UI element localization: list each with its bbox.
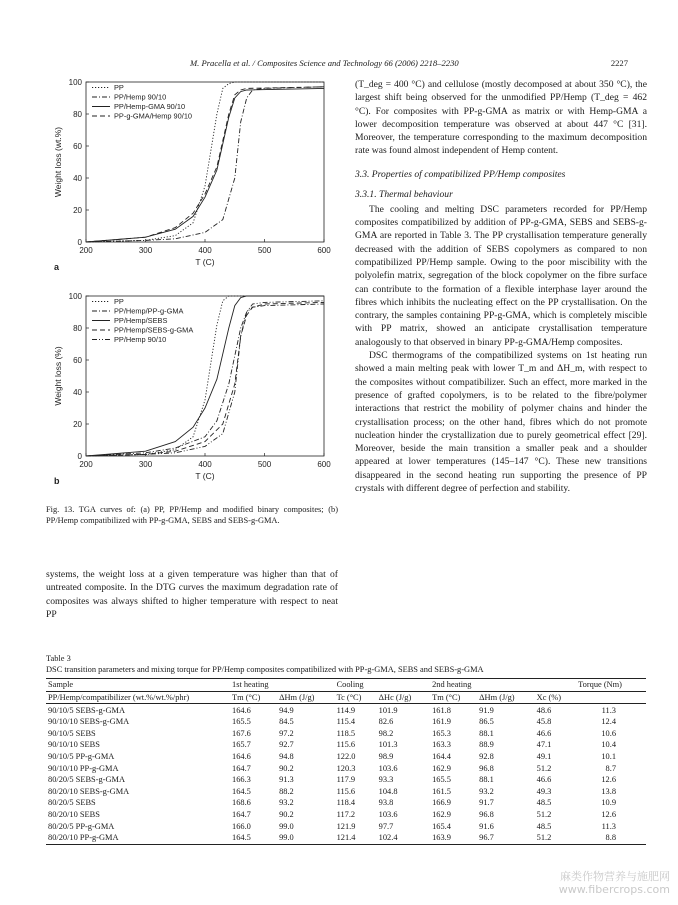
table-cell-value: 115.6 xyxy=(336,740,356,750)
legend-label: PP/Hemp/SEBS xyxy=(114,316,168,325)
table-cell-value: 93.2 xyxy=(479,786,494,796)
table-cell-value: 101.3 xyxy=(378,740,398,750)
table-cell-value: 12.6 xyxy=(601,810,616,820)
page-number: 2227 xyxy=(610,58,628,68)
table-cell-value: 46.6 xyxy=(536,728,552,738)
table-cell-value: 118.5 xyxy=(336,728,356,738)
table-header-2nd-heating: 2nd heating xyxy=(430,679,576,692)
table-subheader: PP/Hemp/compatibilizer (wt.%/wt.%/phr) xyxy=(46,691,230,704)
table-cell-value: 51.2 xyxy=(536,810,552,820)
x-tick-label: 600 xyxy=(317,246,331,255)
right-paragraph-1: (T_deg = 400 °C) and cellulose (mostly decomposed at about 350 °C), the largest shift being observed for the unmodified PP/Hemp (T_deg = 462 °C). For composites with PP-g-GMA as matrix or with Hemp-GMA a lower decomposition temperature was observed at about 447 °C [31]. Moreover, the temperature corresponding to the maximum decomposition rate was found almost independent of Hemp content. xyxy=(355,79,647,157)
x-tick-label: 200 xyxy=(79,460,93,469)
table-row xyxy=(46,704,646,716)
table-cell-value: 10.4 xyxy=(601,740,616,750)
dsc-table xyxy=(46,678,646,844)
table-cell-value: 98.2 xyxy=(378,728,394,738)
watermark-line-2: www.fibercrops.com xyxy=(558,883,670,896)
table-cell-sample: 80/20/10 SEBS-g-GMA xyxy=(48,786,130,796)
table-cell-value: 122.0 xyxy=(336,752,356,762)
left-paragraph: systems, the weight loss at a given temperature was higher than that of untreated composite. In the DTG curves the maximum degradation rate of composites was always shifted to higher temperature with respect to neat PP xyxy=(46,569,338,620)
y-tick-label: 40 xyxy=(73,174,82,183)
legend-label: PP xyxy=(114,297,124,306)
table-cell-value: 164.5 xyxy=(232,786,251,796)
table-cell-value: 98.9 xyxy=(378,752,394,762)
table-subheader: ΔHc (J/g) xyxy=(377,691,430,704)
table-subheader: Xc (%) xyxy=(535,691,576,704)
table-cell-value: 90.2 xyxy=(279,810,294,820)
table-cell-value: 90.2 xyxy=(279,763,294,773)
table-cell-value: 47.1 xyxy=(536,740,552,750)
table-cell-value: 115.6 xyxy=(336,786,356,796)
tga-figure xyxy=(46,74,346,514)
subsection-heading: 3.3.1. Thermal behaviour xyxy=(355,188,453,200)
y-tick-label: 40 xyxy=(73,388,82,397)
table-cell-value: 97.7 xyxy=(378,821,394,831)
y-tick-label: 80 xyxy=(73,324,82,333)
chart-panel-a xyxy=(53,78,331,272)
panel-label: a xyxy=(54,262,60,272)
table-row xyxy=(46,774,646,786)
table-cell-value: 48.6 xyxy=(536,705,552,715)
table-cell-value: 10.1 xyxy=(601,752,616,762)
table-subheader: Tc (°C) xyxy=(335,691,377,704)
table-cell-sample: 80/20/5 PP-g-GMA xyxy=(48,821,115,831)
table-3 xyxy=(46,654,646,845)
table-cell-sample: 80/20/10 SEBS xyxy=(48,810,100,820)
table-row xyxy=(46,809,646,821)
table-cell-value: 96.8 xyxy=(479,763,494,773)
table-cell-sample: 80/20/5 SEBS-g-GMA xyxy=(48,775,126,785)
table-cell-value: 165.3 xyxy=(432,728,451,738)
table-cell-sample: 90/10/5 SEBS-g-GMA xyxy=(48,705,126,715)
y-tick-label: 100 xyxy=(68,78,82,87)
table-cell-value: 168.6 xyxy=(232,798,251,808)
table-row xyxy=(46,832,646,844)
table-cell-value: 164.7 xyxy=(232,810,251,820)
table-subheader: Tm (°C) xyxy=(230,691,277,704)
table-cell-sample: 90/10/5 SEBS xyxy=(48,728,96,738)
table-cell-value: 96.8 xyxy=(479,810,494,820)
y-tick-label: 80 xyxy=(73,110,82,119)
table-row xyxy=(46,739,646,751)
table-cell-value: 167.6 xyxy=(232,728,251,738)
table-cell-value: 103.6 xyxy=(378,810,398,820)
legend-label: PP/Hemp-GMA 90/10 xyxy=(114,102,186,111)
table-body xyxy=(46,704,646,844)
table-cell-value: 114.9 xyxy=(336,705,356,715)
table-cell-value: 166.3 xyxy=(232,775,251,785)
x-tick-label: 500 xyxy=(257,460,272,469)
table-cell-value: 104.8 xyxy=(378,786,398,796)
chart-panel-b xyxy=(53,292,331,486)
table-cell-value: 12.4 xyxy=(601,717,616,727)
table-cell-value: 88.1 xyxy=(479,728,494,738)
table-cell-value: 165.4 xyxy=(432,821,451,831)
table-cell-value: 115.4 xyxy=(336,717,356,727)
table-cell-value: 51.2 xyxy=(536,763,552,773)
table-cell-value: 161.5 xyxy=(432,786,451,796)
y-axis-label: Weight loss (%) xyxy=(53,346,63,406)
y-tick-label: 60 xyxy=(73,356,82,365)
legend-label: PP/Hemp 90/10 xyxy=(114,92,167,102)
x-tick-label: 500 xyxy=(257,246,272,255)
table-cell-value: 118.4 xyxy=(336,798,356,808)
table-cell-value: 91.9 xyxy=(479,705,494,715)
table-cell-value: 102.4 xyxy=(377,832,430,844)
table-sub-header-row xyxy=(46,691,646,704)
y-tick-label: 100 xyxy=(68,292,82,301)
table-cell-value: 93.2 xyxy=(279,798,294,808)
table-cell-value: 11.3 xyxy=(601,705,616,715)
table-cell-value: 103.6 xyxy=(378,763,398,773)
table-cell-value: 117.9 xyxy=(336,775,356,785)
section-heading: 3.3. Properties of compatibilized PP/Hemp composites xyxy=(355,168,566,180)
y-axis-label: Weight loss (wt.%) xyxy=(53,126,63,198)
table-cell-value: 91.7 xyxy=(479,798,494,808)
table-cell-value: 46.6 xyxy=(536,775,552,785)
table-row xyxy=(46,762,646,774)
table-cell-sample: 80/20/5 SEBS xyxy=(48,798,96,808)
table-group-header-row xyxy=(46,679,646,692)
legend-label: PP/Hemp/SEBS-g-GMA xyxy=(114,325,194,335)
table-cell-value: 165.5 xyxy=(232,717,251,727)
figure-caption-text: Fig. 13. TGA curves of: (a) PP, PP/Hemp and modified binary composites; (b) PP/Hemp compatibilized with PP-g-GMA, SEBS and SEBS-g-GMA. xyxy=(46,505,338,526)
table-row xyxy=(46,751,646,763)
table-cell-value: 164.5 xyxy=(230,832,277,844)
table-cell-sample: 90/10/10 SEBS-g-GMA xyxy=(48,717,130,727)
table-subheader: ΔHm (J/g) xyxy=(277,691,335,704)
table-row xyxy=(46,820,646,832)
table-cell-value: 84.5 xyxy=(279,717,294,727)
x-tick-label: 300 xyxy=(138,246,153,255)
table-cell-value: 51.2 xyxy=(535,832,576,844)
table-cell-value: 8.7 xyxy=(605,763,616,773)
table-cell-value: 88.9 xyxy=(479,740,494,750)
left-column-body xyxy=(46,568,338,621)
table-cell-sample: 90/10/5 PP-g-GMA xyxy=(48,752,115,762)
table-cell-value: 163.3 xyxy=(432,740,451,750)
right-column xyxy=(355,78,647,495)
table-cell-value: 164.7 xyxy=(232,763,251,773)
y-tick-label: 0 xyxy=(77,238,82,247)
table-label: Table 3 xyxy=(46,654,71,663)
x-tick-label: 400 xyxy=(198,246,212,255)
legend-label: PP/Hemp/PP-g-GMA xyxy=(114,306,184,316)
table-cell-value: 82.6 xyxy=(378,717,394,727)
table-cell-value: 164.4 xyxy=(432,752,451,762)
table-row xyxy=(46,728,646,740)
table-cell-value: 49.1 xyxy=(536,752,552,762)
right-paragraph-2: The cooling and melting DSC parameters recorded for PP/Hemp composites compatibilized by addition of PP-g-GMA, SEBS and SEBS-g-GMA are reported in Table 3. The PP crystallisation temperature generally decreased with the addition of SEBS copolymers as compared to non compatibilized PP/Hemp sample. Owing to the poor miscibility with the polyolefin matrix, segregation of the block copolymer on the fibre surface can contribute to the formation of a flexible interphase layer around the fibres which inhibits the nucleating effect on the PP crystallisation. On the contrary, the samples containing PP-g-GMA, which is completely miscible with PP matrix, showed an anticipate crystallisation temperature analogously to that observed in binary PP-g-GMA/Hemp composites. xyxy=(355,203,647,348)
x-axis-label: T (C) xyxy=(195,257,215,267)
table-cell-value: 12.6 xyxy=(601,775,616,785)
table-cell-value: 48.5 xyxy=(536,821,552,831)
table-cell-value: 101.9 xyxy=(378,705,398,715)
table-cell-value: 166.9 xyxy=(432,798,451,808)
table-cell-value: 99.0 xyxy=(277,832,335,844)
table-cell-value: 117.2 xyxy=(336,810,356,820)
table-cell-value: 45.8 xyxy=(536,717,552,727)
legend-label: PP xyxy=(114,83,124,92)
table-cell-value: 120.3 xyxy=(336,763,356,773)
table-row xyxy=(46,797,646,809)
table-subheader xyxy=(576,691,646,704)
legend-label: PP-g-GMA/Hemp 90/10 xyxy=(114,111,193,121)
x-axis-label: T (C) xyxy=(195,471,215,481)
table-cell-value: 91.3 xyxy=(279,775,294,785)
table-cell-value: 162.9 xyxy=(432,810,451,820)
table-cell-value: 164.6 xyxy=(232,705,251,715)
table-cell-value: 121.9 xyxy=(336,821,356,831)
table-subheader: Tm (°C) xyxy=(430,691,477,704)
table-cell-value: 92.7 xyxy=(279,740,294,750)
x-tick-label: 400 xyxy=(198,460,212,469)
table-cell-sample: 80/20/10 PP-g-GMA xyxy=(46,832,230,844)
table-cell-value: 99.0 xyxy=(279,821,294,831)
table-header-cooling: Cooling xyxy=(335,679,431,692)
table-cell-value: 13.8 xyxy=(601,786,616,796)
watermark-line-1: 麻类作物营养与施肥网 xyxy=(560,870,670,883)
table-cell-value: 48.5 xyxy=(536,798,552,808)
table-cell-value: 11.3 xyxy=(601,821,616,831)
x-tick-label: 600 xyxy=(317,460,331,469)
table-header-sample: Sample xyxy=(46,679,230,692)
table-cell-value: 88.2 xyxy=(279,786,294,796)
table-cell-value: 93.8 xyxy=(378,798,394,808)
table-row xyxy=(46,716,646,728)
y-tick-label: 60 xyxy=(73,142,82,151)
table-cell-value: 161.9 xyxy=(432,717,451,727)
table-header-torque: Torque (Nm) xyxy=(576,679,646,692)
table-cell-value: 94.9 xyxy=(279,705,294,715)
y-tick-label: 20 xyxy=(73,420,82,429)
table-cell-value: 165.5 xyxy=(432,775,451,785)
legend-label: PP/Hemp 90/10 xyxy=(114,335,167,344)
table-cell-value: 162.9 xyxy=(432,763,451,773)
table-cell-value: 163.9 xyxy=(430,832,477,844)
table-cell-value: 96.7 xyxy=(477,832,535,844)
table-cell-value: 94.8 xyxy=(279,752,294,762)
figure-caption xyxy=(46,504,338,527)
table-cell-value: 8.8 xyxy=(576,832,646,844)
y-tick-label: 20 xyxy=(73,206,82,215)
table-cell-value: 161.8 xyxy=(432,705,451,715)
running-head: M. Pracella et al. / Composites Science and Technology 66 (2006) 2218–2230 xyxy=(190,58,459,68)
table-cell-value: 92.8 xyxy=(479,752,494,762)
table-row xyxy=(46,786,646,798)
table-cell-sample: 90/10/10 SEBS xyxy=(48,740,100,750)
table-title: DSC transition parameters and mixing torque for PP/Hemp composites compatibilized with PP-g-GMA, SEBS and SEBS-g-GMA xyxy=(46,664,484,674)
table-cell-value: 88.1 xyxy=(479,775,494,785)
table-header-1st-heating: 1st heating xyxy=(230,679,335,692)
y-tick-label: 0 xyxy=(77,452,82,461)
table-cell-value: 91.6 xyxy=(479,821,494,831)
table-cell-value: 86.5 xyxy=(479,717,494,727)
x-tick-label: 200 xyxy=(79,246,93,255)
table-cell-value: 49.3 xyxy=(536,786,552,796)
table-cell-value: 97.2 xyxy=(279,728,294,738)
watermark xyxy=(559,870,670,896)
table-cell-sample: 90/10/10 PP-g-GMA xyxy=(48,763,119,773)
table-cell-value: 164.6 xyxy=(232,752,251,762)
table-cell-value: 166.0 xyxy=(232,821,251,831)
table-cell-value: 10.9 xyxy=(601,798,616,808)
table-subheader: ΔHm (J/g) xyxy=(477,691,535,704)
table-cell-value: 93.3 xyxy=(378,775,394,785)
table-cell-value: 121.4 xyxy=(335,832,377,844)
right-paragraph-3: DSC thermograms of the compatibilized systems on 1st heating run showed a main melting peak with lower T_m and ΔH_m, with respect to the composites without compatibilizer. Such an effect, more marked in the presence of grafted copolymers, is to be related to the fibre/polymer interactions that restrict the mobility of polymer chains and hinder the crystallisation process; on the other hand, fibres which do not promote nucleation hinder the crystallization due to purely geometrical effect [29]. Moreover, beside the main transition a smaller peak and a shoulder appeared at lower temperatures (145–147 °C). These new transitions disappeared in the second heating run supporting the presence of PP crystals with different degree of perfection and stability. xyxy=(355,350,647,495)
x-tick-label: 300 xyxy=(138,460,153,469)
table-cell-value: 10.6 xyxy=(601,728,616,738)
panel-label: b xyxy=(54,476,60,486)
table-cell-value: 165.7 xyxy=(232,740,251,750)
